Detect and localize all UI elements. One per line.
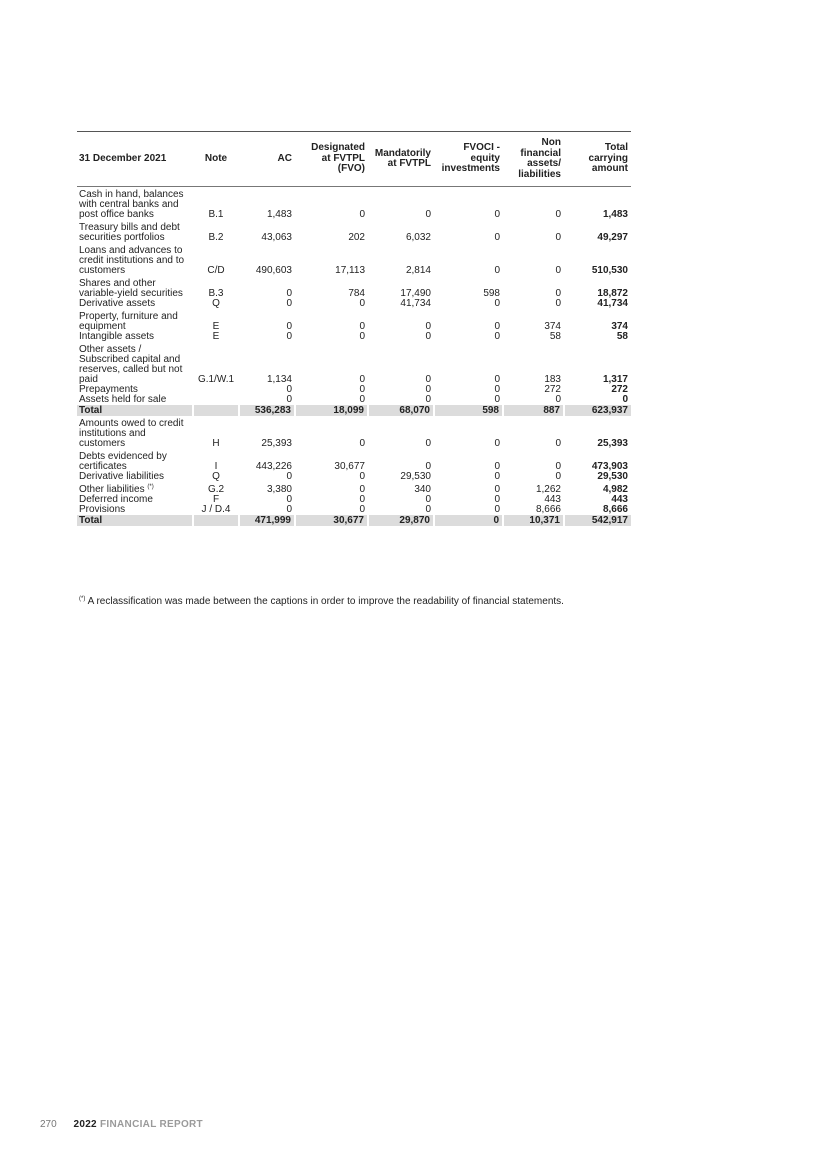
table-row [77,243,631,276]
total-ac: 536,283 [239,405,295,416]
table-row [77,342,631,385]
cell-mand: 17,490 [400,288,431,299]
table-row [77,309,631,332]
cell-total: 1,317 [602,374,628,385]
row-label-line: Other liabilities [79,484,145,495]
cell-ac: 0 [286,298,292,309]
cell-total: 473,903 [591,461,628,472]
cell-ac: 0 [286,321,292,332]
cell-fvoci: 0 [494,298,500,309]
financial-table [77,132,631,526]
header-non-financial: Non financial assets/ liabilities [503,132,564,187]
cell-fvoci: 0 [494,384,500,395]
row-note: H [212,438,220,449]
cell-fvoci: 0 [494,438,500,449]
header-label: 31 December 2021 [77,132,193,187]
cell-non: 0 [555,232,561,243]
cell-mand: 0 [425,331,431,342]
table-row [77,449,631,472]
table-row [77,187,631,221]
cell-mand: 6,032 [405,232,431,243]
cell-non: 8,666 [535,504,561,515]
total-non: 10,371 [503,515,564,526]
cell-non: 183 [544,374,561,385]
cell-mand: 0 [425,374,431,385]
cell-non: 0 [555,288,561,299]
cell-des: 202 [348,232,365,243]
cell-ac: 490,603 [255,265,292,276]
row-label-line: Cash in hand, balances [79,189,184,200]
cell-ac: 1,483 [266,209,292,220]
total-row [77,405,631,416]
cell-ac: 0 [286,394,292,405]
row-label-line: Derivative assets [79,298,156,309]
total-total: 542,917 [564,515,631,526]
cell-ac: 3,380 [266,484,292,495]
row-note [193,395,239,405]
footnote-text: A reclassification was made between the captions in order to improve the readability of financial statements. [85,596,564,607]
cell-total: 510,530 [591,265,628,276]
row-label-line: Intangible assets [79,331,155,342]
cell-non: 0 [555,461,561,472]
cell-total: 272 [611,384,628,395]
cell-total: 0 [622,394,628,405]
row-note: B.3 [208,288,224,299]
report-name: FINANCIAL REPORT [100,1119,203,1130]
row-note: I [214,461,218,472]
row-note: J / D.4 [201,504,231,515]
cell-fvoci: 0 [494,504,500,515]
cell-non: 0 [555,471,561,482]
row-label-line: Debts evidenced by [79,451,167,462]
footnote [79,596,564,607]
row-label-line: Prepayments [79,384,138,395]
total-des: 18,099 [295,405,368,416]
row-note: B.1 [208,209,224,220]
row-label [77,342,193,385]
row-label-line: Amounts owed to credit [79,418,184,429]
table-row [77,395,631,405]
cell-fvoci: 0 [494,209,500,220]
table-row [77,276,631,299]
total-des: 30,677 [295,515,368,526]
cell-des: 0 [359,494,365,505]
cell-fvoci: 0 [494,331,500,342]
total-row [77,515,631,526]
row-note: E [212,331,220,342]
row-label-line: post office banks [79,209,154,220]
row-label-line: Other assets / [79,344,142,355]
cell-fvoci: 0 [494,374,500,385]
row-label [77,220,193,243]
cell-des: 0 [359,394,365,405]
row-note: Q [212,298,220,309]
table-row [77,299,631,309]
row-label [77,472,193,482]
cell-fvoci: 0 [494,265,500,276]
table-header-row [77,132,631,187]
table-row [77,332,631,342]
row-label [77,187,193,221]
cell-non: 443 [544,494,561,505]
cell-mand: 0 [425,504,431,515]
cell-mand: 0 [425,438,431,449]
cell-total: 374 [611,321,628,332]
row-note: C/D [207,265,225,276]
total-fvoci: 598 [434,405,503,416]
cell-fvoci: 0 [494,494,500,505]
cell-ac: 25,393 [261,438,292,449]
row-label-line: with central banks and [79,199,179,210]
cell-mand: 340 [414,484,431,495]
cell-non: 0 [555,298,561,309]
row-label-line: Loans and advances to [79,245,183,256]
row-label-line: paid [79,374,98,385]
row-label-line: Deferred income [79,494,153,505]
cell-mand: 29,530 [400,471,431,482]
cell-des: 0 [359,331,365,342]
row-label-line: customers [79,265,126,276]
row-label-line: Assets held for sale [79,394,167,405]
row-note [193,385,239,395]
report-title [73,1119,203,1130]
cell-total: 58 [616,331,628,342]
total-fvoci: 0 [434,515,503,526]
page-number: 270 [40,1119,57,1130]
cell-mand: 0 [425,494,431,505]
total-note [193,405,239,416]
cell-fvoci: 598 [483,288,500,299]
cell-mand: 41,734 [400,298,431,309]
header-designated: Designated at FVTPL (FVO) [295,132,368,187]
header-fvoci: FVOCI - equity investments [434,132,503,187]
cell-des: 0 [359,321,365,332]
row-label [77,299,193,309]
total-label: Total [77,515,193,526]
cell-total: 49,297 [597,232,628,243]
cell-non: 58 [549,331,561,342]
cell-mand: 2,814 [405,265,431,276]
row-label-line: variable-yield securities [79,288,183,299]
total-label: Total [77,405,193,416]
cell-des: 0 [359,298,365,309]
row-label-line: Shares and other [79,278,156,289]
cell-des: 17,113 [335,265,365,276]
cell-des: 784 [348,288,365,299]
cell-fvoci: 0 [494,321,500,332]
header-total: Total carrying amount [564,132,631,187]
row-note: E [212,321,220,332]
cell-non: 374 [544,321,561,332]
report-year: 2022 [73,1119,97,1130]
header-ac: AC [239,132,295,187]
cell-non: 0 [555,438,561,449]
row-label-line: reserves, called but not [79,364,183,375]
row-label [77,395,193,405]
row-label-line: Treasury bills and debt [79,222,180,233]
table-body [77,187,631,527]
cell-ac: 0 [286,288,292,299]
row-label-line: equipment [79,321,126,332]
cell-total: 29,530 [597,471,628,482]
total-note [193,515,239,526]
cell-des: 0 [359,484,365,495]
cell-total: 41,734 [597,298,628,309]
row-label [77,243,193,276]
cell-des: 0 [359,471,365,482]
cell-fvoci: 0 [494,461,500,472]
cell-ac: 0 [286,494,292,505]
cell-ac: 0 [286,384,292,395]
table-row [77,220,631,243]
header-note: Note [193,132,239,187]
footnote-marker: (*) [79,596,86,602]
page-footer [40,1119,203,1130]
row-note: B.2 [208,232,224,243]
row-label [77,309,193,332]
cell-des: 30,677 [334,461,365,472]
total-total: 623,937 [564,405,631,416]
row-label [77,505,193,515]
header-mandatorily: Mandatorily at FVTPL [368,132,434,187]
cell-des: 0 [359,504,365,515]
cell-des: 0 [359,438,365,449]
cell-des: 0 [359,384,365,395]
cell-total: 8,666 [602,504,628,515]
row-label [77,276,193,299]
total-ac: 471,999 [239,515,295,526]
table-row [77,416,631,449]
row-label [77,332,193,342]
row-label [77,449,193,472]
cell-non: 272 [544,384,561,395]
cell-mand: 0 [425,384,431,395]
total-mand: 29,870 [368,515,434,526]
cell-ac: 0 [286,331,292,342]
cell-ac: 443,226 [255,461,292,472]
row-label [77,416,193,449]
cell-mand: 0 [425,321,431,332]
row-label-line: securities portfolios [79,232,165,243]
cell-total: 18,872 [597,288,628,299]
cell-total: 25,393 [597,438,628,449]
row-label-line: Provisions [79,504,126,515]
table-row [77,505,631,515]
row-note: G.2 [207,484,225,495]
cell-mand: 0 [425,394,431,405]
cell-fvoci: 0 [494,394,500,405]
cell-mand: 0 [425,209,431,220]
cell-total: 1,483 [602,209,628,220]
cell-ac: 1,134 [266,374,292,385]
cell-non: 0 [555,209,561,220]
row-note: G.1/W.1 [197,374,235,385]
cell-total: 4,982 [602,484,628,495]
cell-ac: 43,063 [261,232,292,243]
row-label-line: certificates [79,461,127,472]
cell-fvoci: 0 [494,232,500,243]
row-label-line: Derivative liabilities [79,471,165,482]
cell-non: 0 [555,394,561,405]
cell-non: 0 [555,265,561,276]
footnote-marker: (*) [147,484,154,490]
cell-mand: 0 [425,461,431,472]
row-label-line: Subscribed capital and [79,354,181,365]
cell-ac: 0 [286,471,292,482]
total-mand: 68,070 [368,405,434,416]
cell-fvoci: 0 [494,471,500,482]
cell-des: 0 [359,209,365,220]
row-note: F [212,494,220,505]
row-note: Q [212,471,220,482]
cell-des: 0 [359,374,365,385]
row-label-line: Property, furniture and [79,311,178,322]
cell-total: 443 [611,494,628,505]
table-row [77,472,631,482]
cell-fvoci: 0 [494,484,500,495]
row-label-line: customers [79,438,126,449]
row-label-line: institutions and [79,428,146,439]
row-label-line: credit institutions and to [79,255,185,266]
financial-table-container [77,131,631,526]
cell-non: 1,262 [535,484,561,495]
total-non: 887 [503,405,564,416]
cell-ac: 0 [286,504,292,515]
